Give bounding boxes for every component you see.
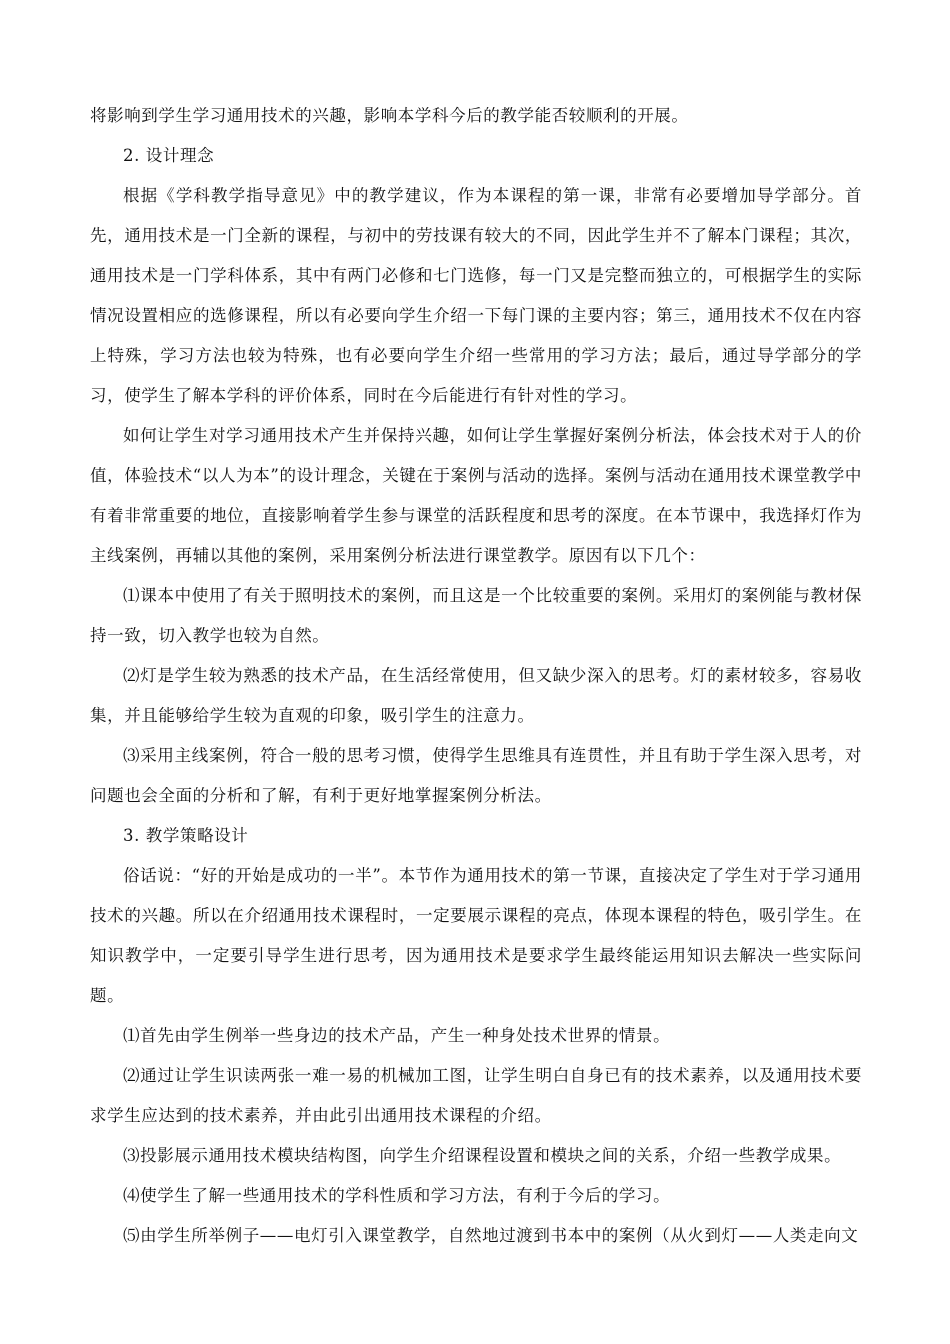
paragraph-design-concept: 根据《学科教学指导意见》中的教学建议，作为本课程的第一课，非常有必要增加导学部分。首先，通用技术是一门全新的课程，与初中的劳技课有较大的不同，因此学生并不了解本门课程；其次，通用技术是一门学科体系，其中有两门必修和七门选修，每一门又是完整而独立的，可根据学生的实际情况设置相应的选修课程，所以有必要向学生介绍一下每门课的主要内容；第三，通用技术不仅在内容上特殊，学习方法也较为特殊，也有必要向学生介绍一些常用的学习方法；最后，通过导学部分的学习，使学生了解本学科的评价体系，同时在今后能进行有针对性的学习。 (90, 186, 862, 405)
list-item-strategy-1: ⑴首先由学生例举一些身边的技术产品，产生一种身处技术世界的情景。 (123, 1026, 671, 1045)
section-heading-teaching-strategy: 3. 教学策略设计 (123, 826, 249, 845)
list-item-strategy-3: ⑶投影展示通用技术模块结构图，向学生介绍课程设置和模块之间的关系，介绍一些教学成果。 (123, 1146, 842, 1165)
list-item-strategy-2: ⑵通过让学生识读两张一难一易的机械加工图，让学生明白自身已有的技术素养，以及通用技术要求学生应达到的技术素养，并由此引出通用技术课程的介绍。 (90, 1066, 862, 1125)
list-item-strategy-4: ⑷使学生了解一些通用技术的学科性质和学习方法，有利于今后的学习。 (123, 1186, 671, 1205)
list-item-reason-2: ⑵灯是学生较为熟悉的技术产品，在生活经常使用，但又缺少深入的思考。灯的素材较多，容易收集，并且能够给学生较为直观的印象，吸引学生的注意力。 (90, 666, 862, 725)
paragraph-teaching-strategy: 俗话说：“好的开始是成功的一半”。本节作为通用技术的第一节课，直接决定了学生对于学习通用技术的兴趣。所以在介绍通用技术课程时，一定要展示课程的亮点，体现本课程的特色，吸引学生。在知识教学中，一定要引导学生进行思考，因为通用技术是要求学生最终能运用知识去解决一些实际问题。 (90, 866, 862, 1005)
list-item-reason-3: ⑶采用主线案例，符合一般的思考习惯，使得学生思维具有连贯性，并且有助于学生深入思考，对问题也会全面的分析和了解，有利于更好地掌握案例分析法。 (90, 746, 862, 805)
list-item-reason-1: ⑴课本中使用了有关于照明技术的案例，而且这是一个比较重要的案例。采用灯的案例能与教材保持一致，切入教学也较为自然。 (90, 586, 862, 645)
paragraph-case-selection: 如何让学生对学习通用技术产生并保持兴趣，如何让学生掌握好案例分析法，体会技术对于人的价值，体验技术“以人为本”的设计理念，关键在于案例与活动的选择。案例与活动在通用技术课堂教学中有着非常重要的地位，直接影响着学生参与课堂的活跃程度和思考的深度。在本节课中，我选择灯作为主线案例，再辅以其他的案例，采用案例分析法进行课堂教学。原因有以下几个： (90, 426, 862, 565)
paragraph-continuation: 将影响到学生学习通用技术的兴趣，影响本学科今后的教学能否较顺利的开展。 (90, 106, 689, 125)
list-item-strategy-5: ⑸由学生所举例子——电灯引入课堂教学，自然地过渡到书本中的案例（从火到灯——人类走向文 (123, 1226, 859, 1245)
section-heading-design-concept: 2. 设计理念 (123, 146, 215, 165)
